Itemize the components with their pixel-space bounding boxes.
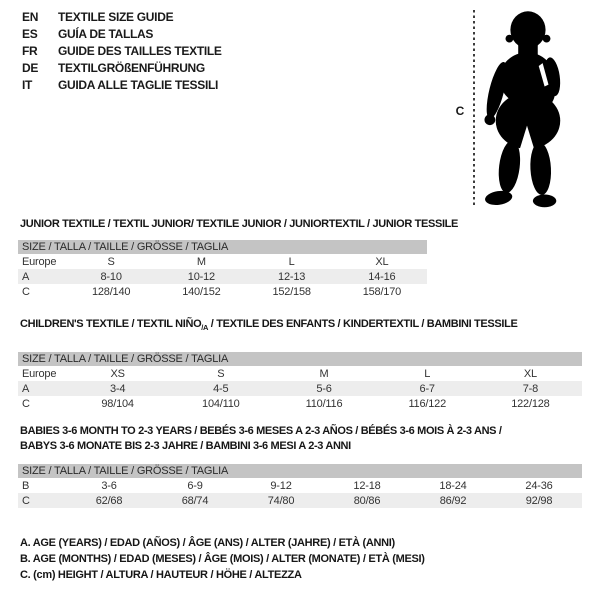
- height-cell: 80/86: [353, 494, 381, 507]
- height-cell: 86/92: [439, 494, 467, 507]
- language-row-it: [22, 76, 222, 93]
- age-cell: 10-12: [187, 270, 215, 283]
- language-code: ES: [22, 26, 38, 41]
- size-cell: XL: [375, 255, 389, 268]
- height-measure-dashed-line: [473, 10, 475, 206]
- age-cell: 7-8: [522, 382, 539, 395]
- language-code: EN: [22, 9, 39, 24]
- row-label: A: [22, 382, 30, 395]
- height-cell: 92/98: [525, 494, 553, 507]
- age-cell: 6-7: [419, 382, 435, 395]
- language-row-es: [22, 25, 222, 42]
- age-cell: 5-6: [316, 382, 332, 395]
- row-label: Europe: [22, 367, 57, 380]
- age-cell: 9-12: [270, 479, 292, 492]
- note-b: B. AGE (MONTHS) / EDAD (MESES) / ÂGE (MOIS) / ALTER (MONATE) / ETÀ (MESI): [20, 553, 425, 565]
- babies-size-table: [18, 464, 582, 508]
- language-row-fr: [22, 42, 222, 59]
- babies-section-heading: [20, 424, 502, 454]
- table-row-a: [18, 269, 427, 284]
- age-cell: 3-6: [101, 479, 117, 492]
- age-cell: 12-13: [278, 270, 306, 283]
- row-label: B: [22, 479, 30, 492]
- children-size-table: [18, 352, 582, 411]
- guide-title: GUIDE DES TAILLES TEXTILE: [58, 43, 222, 58]
- height-cell: 68/74: [181, 494, 209, 507]
- heading-line-1: BABIES 3-6 MONTH TO 2-3 YEARS / BEBÉS 3-6 MESES A 2-3 AÑOS / BÉBÉS 3-6 MOIS À 2-3 ANS /: [20, 425, 502, 437]
- age-cell: 18-24: [439, 479, 467, 492]
- size-cell: S: [217, 367, 225, 380]
- height-cell: 104/110: [202, 397, 240, 410]
- height-cell: 74/80: [267, 494, 295, 507]
- size-cell: S: [107, 255, 115, 268]
- heading-text: CHILDREN'S TEXTILE / TEXTIL NIÑO: [20, 318, 202, 330]
- note-c: C. (cm) HEIGHT / ALTURA / HAUTEUR / HÖHE / ALTEZZA: [20, 569, 302, 581]
- height-cell: 128/140: [91, 285, 131, 298]
- language-row-en: [22, 8, 222, 25]
- size-cell: XS: [110, 367, 125, 380]
- row-label: C: [22, 494, 30, 507]
- height-cell: 122/128: [511, 397, 550, 410]
- table-row-c: [18, 284, 427, 299]
- note-a: A. AGE (YEARS) / EDAD (AÑOS) / ÂGE (ANS) / ALTER (JAHRE) / ETÀ (ANNI): [20, 537, 395, 549]
- guide-title: TEXTILE SIZE GUIDE: [58, 9, 174, 24]
- height-measure-label: C: [455, 104, 465, 118]
- size-cell: XL: [523, 367, 537, 380]
- size-cell: M: [319, 367, 329, 380]
- height-cell: 140/152: [182, 285, 221, 298]
- size-header-band: SIZE / TALLA / TAILLE / GRÖSSE / TAGLIA: [18, 240, 427, 254]
- age-cell: 4-5: [213, 382, 229, 395]
- junior-section-heading: JUNIOR TEXTILE / TEXTIL JUNIOR/ TEXTILE JUNIOR / JUNIORTEXTIL / JUNIOR TESSILE: [20, 218, 459, 230]
- heading-subscript: /A: [201, 323, 209, 333]
- row-label: Europe: [22, 255, 57, 268]
- language-code: IT: [22, 77, 33, 92]
- baby-silhouette-icon: [484, 9, 570, 210]
- size-cell: L: [424, 367, 431, 380]
- table-row-europe: [18, 254, 427, 269]
- age-cell: 12-18: [353, 479, 381, 492]
- row-label: C: [22, 397, 30, 410]
- height-cell: 62/68: [95, 494, 123, 507]
- height-cell: 110/116: [305, 397, 343, 410]
- height-cell: 158/170: [362, 285, 402, 298]
- legend-notes: [20, 537, 425, 585]
- row-label: A: [22, 270, 30, 283]
- table-row-b: [18, 478, 582, 493]
- height-cell: 116/122: [408, 397, 446, 410]
- junior-size-table: [18, 240, 427, 299]
- heading-line-2: BABYS 3-6 MONATE BIS 2-3 JAHRE / BAMBINI 3-6 MESI A 2-3 ANNI: [20, 440, 351, 452]
- age-cell: 3-4: [109, 382, 126, 395]
- language-code: FR: [22, 43, 38, 58]
- language-row-de: [22, 59, 222, 76]
- size-header-band: SIZE / TALLA / TAILLE / GRÖSSE / TAGLIA: [18, 352, 582, 366]
- guide-title: GUIDA ALLE TAGLIE TESSILI: [58, 77, 219, 92]
- table-row-c: [18, 493, 582, 508]
- row-label: C: [22, 285, 30, 298]
- table-row-a: [18, 381, 582, 396]
- language-title-list: [22, 8, 222, 93]
- table-row-c: [18, 396, 582, 411]
- size-header-band: SIZE / TALLA / TAILLE / GRÖSSE / TAGLIA: [18, 464, 582, 478]
- height-cell: 152/158: [272, 285, 311, 298]
- size-cell: M: [196, 255, 206, 268]
- children-section-heading: [20, 317, 517, 335]
- age-cell: 6-9: [187, 479, 203, 492]
- guide-title: TEXTILGRÖßENFÜHRUNG: [58, 60, 205, 75]
- age-cell: 8-10: [100, 270, 122, 283]
- age-cell: 24-36: [525, 479, 553, 492]
- language-code: DE: [22, 60, 39, 75]
- age-cell: 14-16: [368, 270, 396, 283]
- heading-text: / TEXTILE DES ENFANTS / KINDERTEXTIL / BAMBINI TESSILE: [208, 318, 518, 330]
- size-cell: L: [288, 255, 295, 268]
- table-row-europe: [18, 366, 582, 381]
- guide-title: GUÍA DE TALLAS: [58, 26, 154, 41]
- height-cell: 98/104: [101, 397, 134, 410]
